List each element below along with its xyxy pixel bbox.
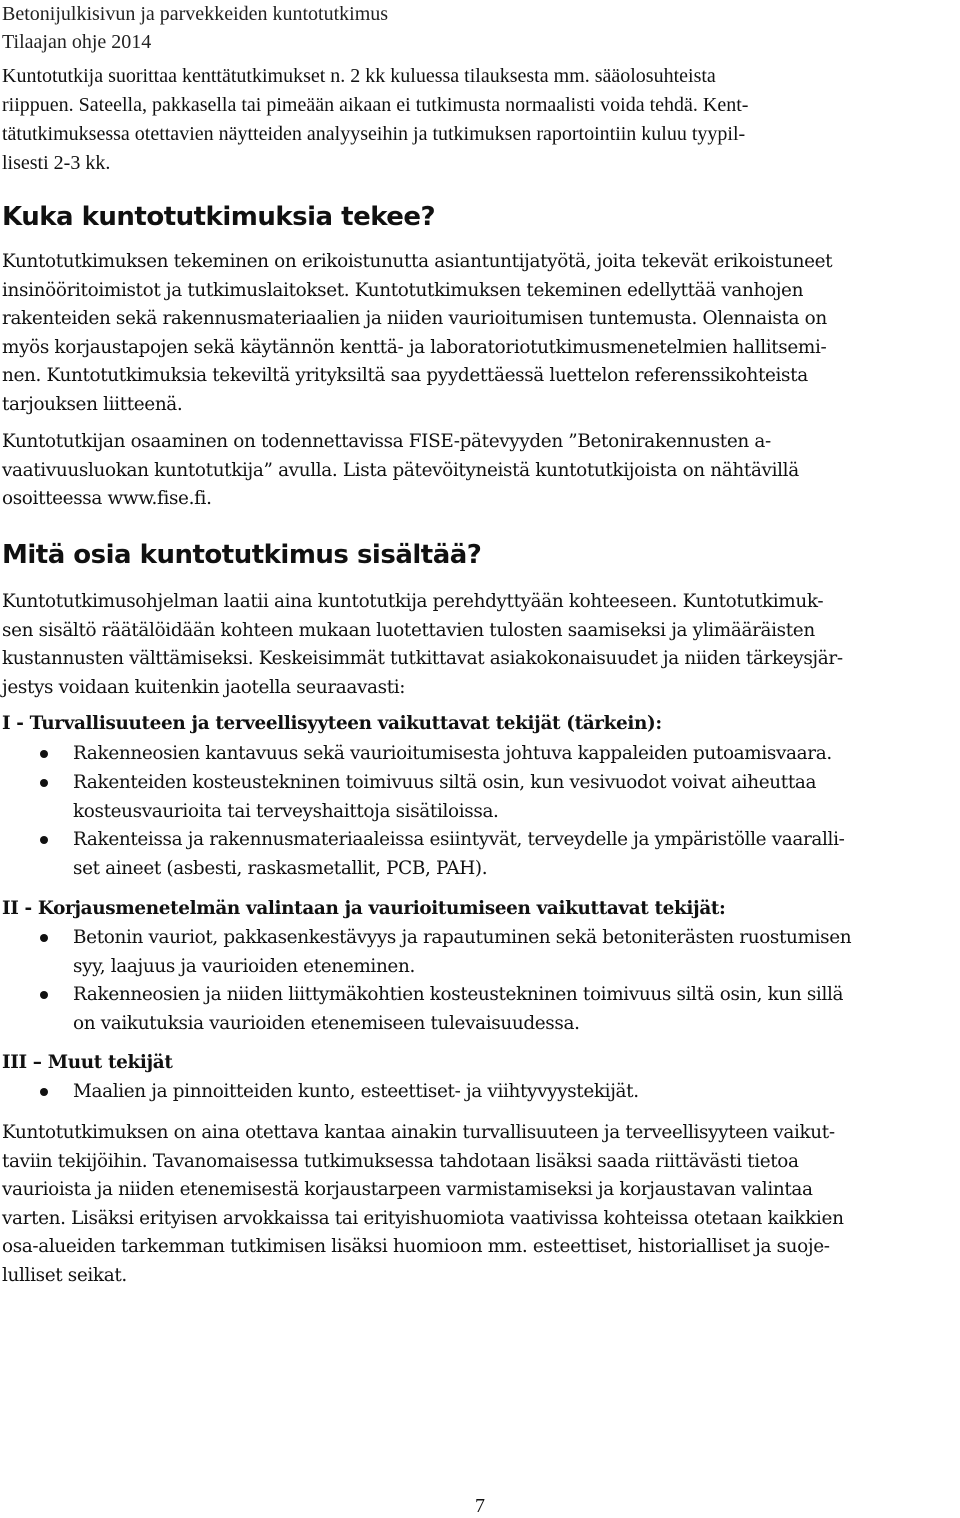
list-item-line: set aineet (asbesti, raskasmetallit, PCB, PAH). bbox=[73, 857, 488, 879]
list-item-line: Betonin vauriot, pakkasenkestävyys ja rapautuminen sekä betoniterästen ruostumisen bbox=[73, 927, 852, 948]
list-item-line: Rakenneosien ja niiden liittymäkohtien kosteustekninen toimivuus siltä osin, kun sillä bbox=[73, 984, 844, 1005]
bullet-icon bbox=[40, 779, 48, 787]
paragraph-line: osoitteessa www.fise.fi. bbox=[2, 488, 212, 509]
paragraph-line: nen. Kuntotutkimuksia tekeviltä yrityksiltä saa pyydettäessä luettelon referenssikohteista bbox=[2, 365, 808, 386]
list-item-line: syy, laajuus ja vaurioiden eteneminen. bbox=[73, 955, 415, 977]
group-title-safety: I - Turvallisuuteen ja terveellisyyteen vaikuttavat tekijät (tärkein): bbox=[2, 713, 662, 734]
section-heading-who: Kuka kuntotutkimuksia tekee? bbox=[2, 202, 436, 232]
header-subtitle: Tilaajan ohje 2014 bbox=[2, 31, 152, 53]
bullet-icon bbox=[40, 750, 48, 758]
paragraph-line: jestys voidaan kuitenkin jaotella seuraavasti: bbox=[2, 676, 406, 698]
bullet-icon bbox=[40, 1088, 48, 1096]
bullet-icon bbox=[40, 991, 48, 999]
paragraph-line: tarjouksen liitteenä. bbox=[2, 393, 183, 415]
group-title-repair: II - Korjausmenetelmän valintaan ja vaurioitumiseen vaikuttavat tekijät: bbox=[2, 898, 726, 919]
paragraph-line: varten. Lisäksi erityisen arvokkaissa tai erityishuomiota vaativissa kohteissa otetaan kaikkien bbox=[2, 1207, 844, 1229]
paragraph-line: taviin tekijöihin. Tavanomaisessa tutkimuksessa tahdotaan lisäksi saada riittävästi tietoa bbox=[2, 1150, 799, 1172]
list-item-line: Rakenneosien kantavuus sekä vaurioitumisesta johtuva kappaleiden putoamisvaara. bbox=[73, 743, 832, 764]
what-paragraph-1 bbox=[2, 588, 957, 702]
list-item-line: Rakenteiden kosteustekninen toimivuus siltä osin, kun vesivuodot voivat aiheuttaa bbox=[73, 772, 817, 793]
intro-line: Kuntotutkija suorittaa kenttätutkimukset n. 2 kk kuluessa tilauksesta mm. sääolosuhteista bbox=[2, 65, 716, 87]
paragraph-line: Kuntotutkimuksen on aina otettava kantaa ainakin turvallisuuteen ja terveellisyyteen vaikut- bbox=[2, 1122, 835, 1143]
group-title-other: III – Muut tekijät bbox=[2, 1052, 173, 1073]
intro-line: tätutkimuksessa otettavien näytteiden analyyseihin ja tutkimuksen raportointiin kuluu tyypil- bbox=[2, 123, 746, 145]
page-number: 7 bbox=[475, 1495, 485, 1517]
bullet-icon bbox=[40, 934, 48, 942]
paragraph-line: sen sisältö räätälöidään kohteen mukaan luotettavien tulosten saamiseksi ja ylimääräisten bbox=[2, 619, 815, 641]
list-item-line: Maalien ja pinnoitteiden kunto, esteettiset- ja viihtyvyystekijät. bbox=[73, 1081, 639, 1102]
paragraph-line: Kuntotutkimusohjelman laatii aina kuntotutkija perehdyttyään kohteeseen. Kuntotutkimuk- bbox=[2, 591, 824, 612]
paragraph-line: myös korjaustapojen sekä käytännön kenttä- ja laboratoriotutkimusmenetelmien hallitsemi- bbox=[2, 336, 827, 358]
paragraph-line: vaativuusluokan kuntotutkija” avulla. Lista pätevöityneistä kuntotutkijoista on nähtävillä bbox=[2, 459, 799, 481]
paragraph-line: Kuntotutkijan osaaminen on todennettavissa FISE-pätevyyden ”Betonirakennusten a- bbox=[2, 431, 771, 452]
what-paragraph-2 bbox=[2, 1119, 957, 1290]
paragraph-line: vaurioista ja niiden etenemisestä korjaustarpeen varmistamiseksi ja korjaustavan valintaa bbox=[2, 1179, 813, 1200]
running-header bbox=[2, 0, 388, 56]
who-paragraph-1 bbox=[2, 248, 957, 419]
list-item-line: on vaikutuksia vaurioiden etenemiseen tulevaisuudessa. bbox=[73, 1012, 580, 1034]
bullet-icon bbox=[40, 836, 48, 844]
paragraph-line: osa-alueiden tarkemman tutkimisen lisäksi huomioon mm. esteettiset, historialliset ja suoje- bbox=[2, 1236, 830, 1257]
paragraph-line: lulliset seikat. bbox=[2, 1264, 127, 1286]
paragraph-line: Kuntotutkimuksen tekeminen on erikoistunutta asiantuntijatyötä, joita tekevät erikoistuneet bbox=[2, 251, 833, 272]
intro-line: lisesti 2-3 kk. bbox=[2, 152, 111, 174]
intro-line: riippuen. Sateella, pakkasella tai pimeään aikaan ei tutkimusta normaalisti voida tehdä. Kent- bbox=[2, 94, 749, 116]
paragraph-line: insinööritoimistot ja tutkimuslaitokset. Kuntotutkimuksen tekeminen edellyttää vanhojen bbox=[2, 279, 804, 301]
list-item-line: kosteusvaurioita tai terveyshaittoja sisätiloissa. bbox=[73, 800, 499, 822]
paragraph-line: rakenteiden sekä rakennusmateriaalien ja niiden vaurioitumisen tuntemusta. Olennaista on bbox=[2, 308, 827, 329]
list-item-line: Rakenteissa ja rakennusmateriaaleissa esiintyvät, terveydelle ja ympäristölle vaaralli- bbox=[73, 829, 845, 850]
who-paragraph-2 bbox=[2, 428, 957, 514]
paragraph-line: kustannusten välttämiseksi. Keskeisimmät tutkittavat asiakokonaisuudet ja niiden tärkeysjär- bbox=[2, 648, 843, 669]
section-heading-what: Mitä osia kuntotutkimus sisältää? bbox=[2, 540, 482, 570]
header-title: Betonijulkisivun ja parvekkeiden kuntotutkimus bbox=[2, 3, 389, 25]
intro-paragraph bbox=[2, 62, 952, 178]
